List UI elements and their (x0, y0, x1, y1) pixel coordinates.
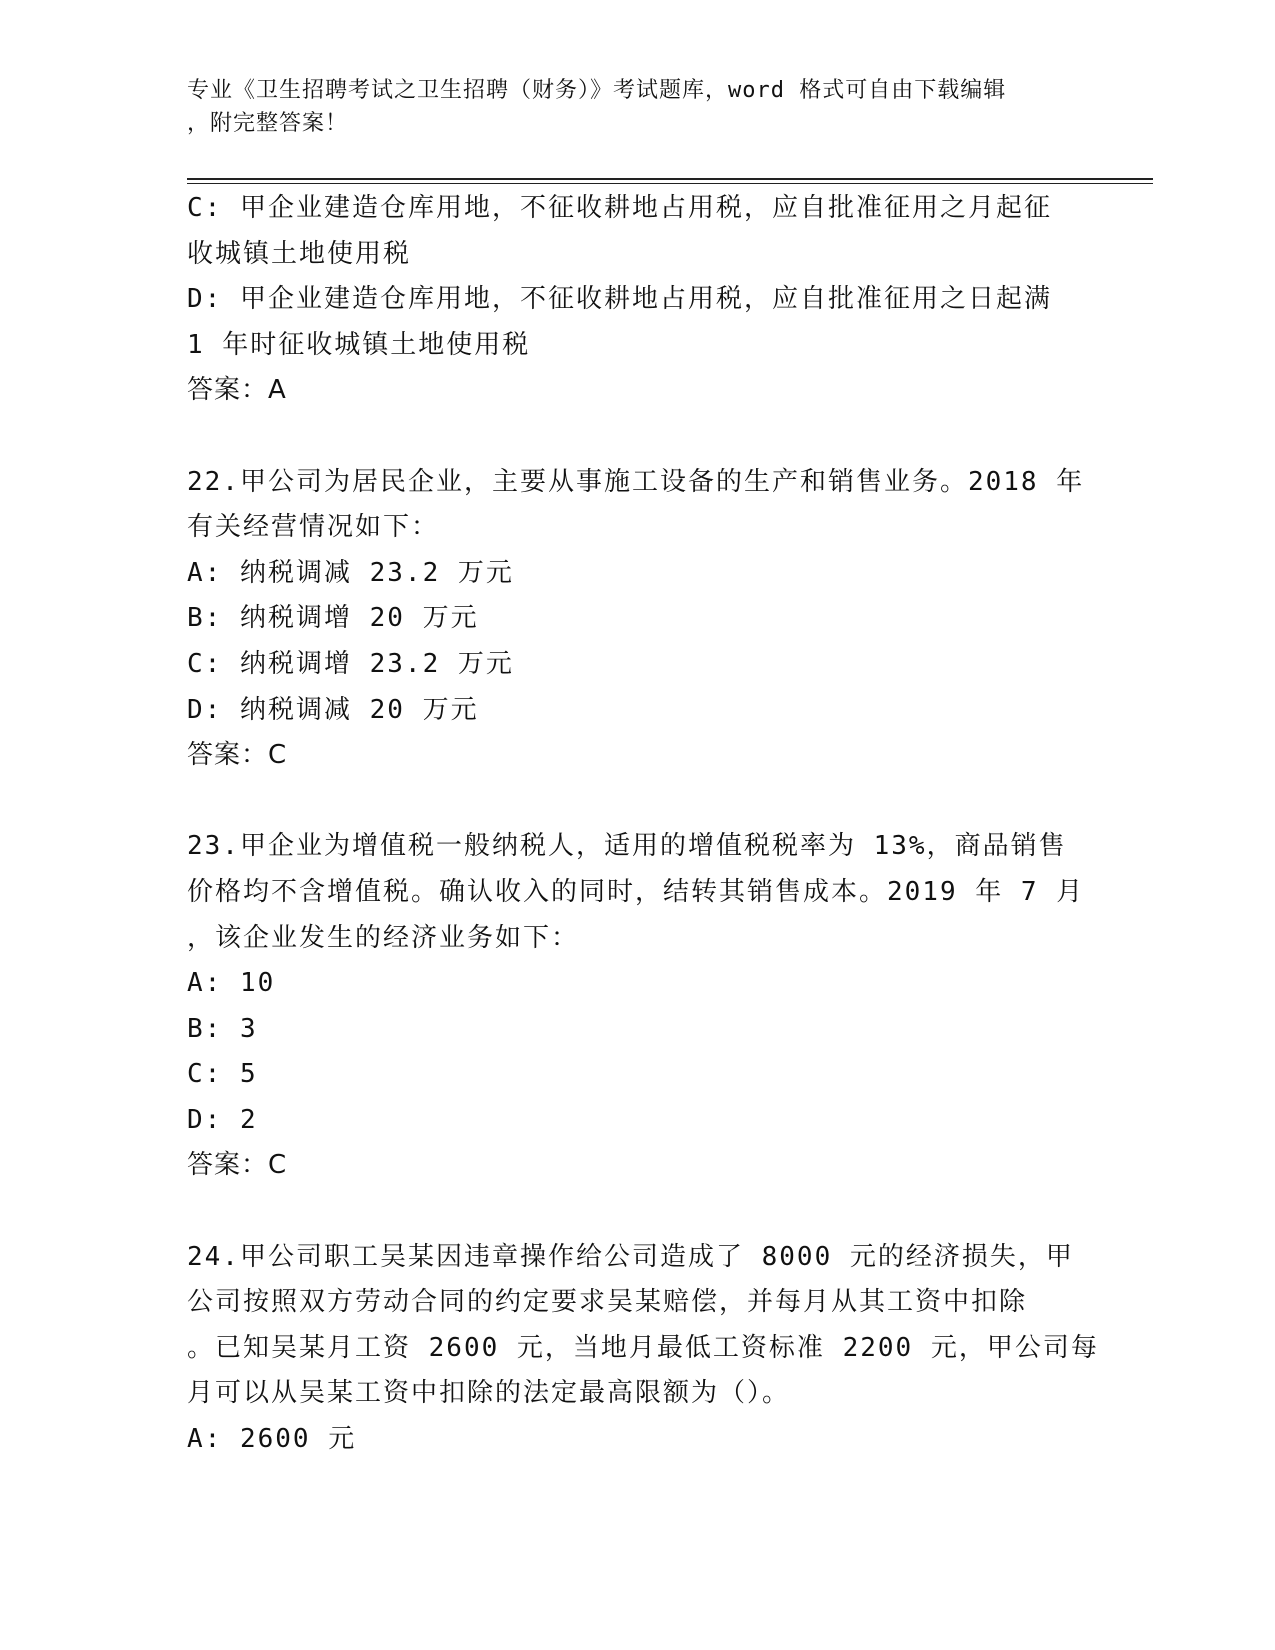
q23-option-a: A: 10 (187, 968, 276, 999)
header-line-1: 专业《卫生招聘考试之卫生招聘（财务）》考试题库，word 格式可自由下载编辑 (187, 78, 1007, 103)
header-divider-thin (187, 183, 1153, 184)
q22-option-a: A: 纳税调减 23.2 万元 (187, 557, 514, 588)
q24-stem-line-4: 月可以从吴某工资中扣除的法定最高限额为（）。 (187, 1378, 791, 1409)
question-23 (187, 824, 1087, 1189)
q24-option-a: A: 2600 元 (187, 1424, 357, 1455)
q22-stem-line-2: 有关经营情况如下： (187, 512, 440, 543)
q24-stem-line-3: 。已知吴某月工资 2600 元，当地月最低工资标准 2200 元，甲公司每 (187, 1332, 1099, 1363)
q21-option-d-line-2: 1 年时征收城镇土地使用税 (187, 329, 531, 360)
question-22 (187, 460, 1087, 779)
q21-answer: 答案：A (187, 375, 287, 406)
question-21-tail (187, 186, 1087, 414)
spacer (187, 414, 1087, 460)
q23-option-d: D: 2 (187, 1104, 258, 1135)
spacer (187, 1189, 1087, 1235)
q23-answer: 答案：C (187, 1150, 288, 1181)
question-24 (187, 1235, 1099, 1463)
q22-option-b: B: 纳税调增 20 万元 (187, 603, 479, 634)
q22-stem-line-1: 22.甲公司为居民企业，主要从事施工设备的生产和销售业务。2018 年 (187, 466, 1085, 497)
document-body (187, 186, 1099, 1463)
q23-stem-line-3: ，该企业发生的经济业务如下： (187, 922, 580, 953)
q21-option-c-line-1: C: 甲企业建造仓库用地，不征收耕地占用税，应自批准征用之月起征 (187, 193, 1052, 223)
q23-option-c: C: 5 (187, 1059, 258, 1090)
header-line-2: ，附完整答案！ (187, 111, 349, 136)
q23-option-b: B: 3 (187, 1013, 258, 1044)
q23-stem-line-1: 23.甲企业为增值税一般纳税人，适用的增值税税率为 13%，商品销售 (187, 831, 1067, 862)
spacer (187, 779, 1087, 825)
q22-option-d: D: 纳税调减 20 万元 (187, 694, 479, 725)
q23-stem-line-2: 价格均不含增值税。确认收入的同时，结转其销售成本。2019 年 7 月 (187, 876, 1085, 907)
header-divider-thick (187, 178, 1153, 180)
q22-answer: 答案：C (187, 740, 288, 771)
q21-option-c-line-2: 收城镇土地使用税 (187, 238, 412, 269)
q21-option-d-line-1: D: 甲企业建造仓库用地，不征收耕地占用税，应自批准征用之日起满 (187, 284, 1052, 315)
q24-stem-line-1: 24.甲公司职工吴某因违章操作给公司造成了 8000 元的经济损失，甲 (187, 1241, 1074, 1272)
q24-stem-line-2: 公司按照双方劳动合同的约定要求吴某赔偿，并每月从其工资中扣除 (187, 1287, 1028, 1318)
page-header (187, 74, 1087, 140)
q22-option-c: C: 纳税调增 23.2 万元 (187, 648, 514, 679)
